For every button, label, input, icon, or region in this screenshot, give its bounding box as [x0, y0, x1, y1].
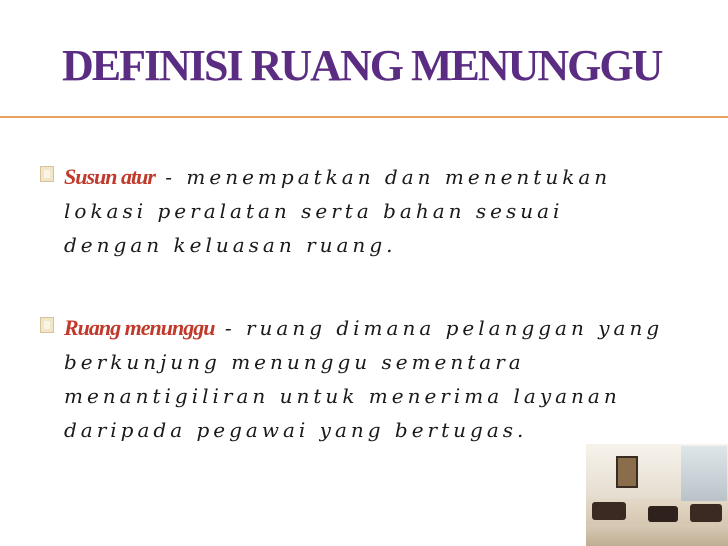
slide-title: DEFINISI RUANG MENUNGGU: [62, 41, 662, 90]
bullet-paragraph-1: [64, 160, 664, 262]
bullet-icon: [40, 317, 54, 333]
bullet-separator-1: -: [154, 165, 187, 189]
title-divider: [0, 116, 728, 118]
bullet-text-1: menempatkan dan menentukan lokasi peralatan serta bahan sesuai dengan keluasan ruang.: [64, 165, 612, 257]
photo-floor: [586, 524, 728, 546]
photo-window: [681, 446, 727, 501]
photo-sofa: [690, 504, 722, 522]
bullet-text-2: ruang dimana pelanggan yang berkunjung menunggu sementara menantigiliran untuk menerima layanan daripada pegawai yang bertugas.: [64, 316, 664, 442]
photo-sofa: [592, 502, 626, 520]
bullet-icon: [40, 166, 54, 182]
bullet-term-2: Ruang menunggu: [64, 315, 215, 340]
bullet-term-1: Susun atur: [64, 164, 155, 189]
photo-artwork: [616, 456, 638, 488]
photo-sofa: [648, 506, 678, 522]
bullet-separator-2: -: [214, 316, 246, 340]
bullet-paragraph-2: [64, 311, 664, 447]
waiting-room-photo: [586, 444, 728, 546]
